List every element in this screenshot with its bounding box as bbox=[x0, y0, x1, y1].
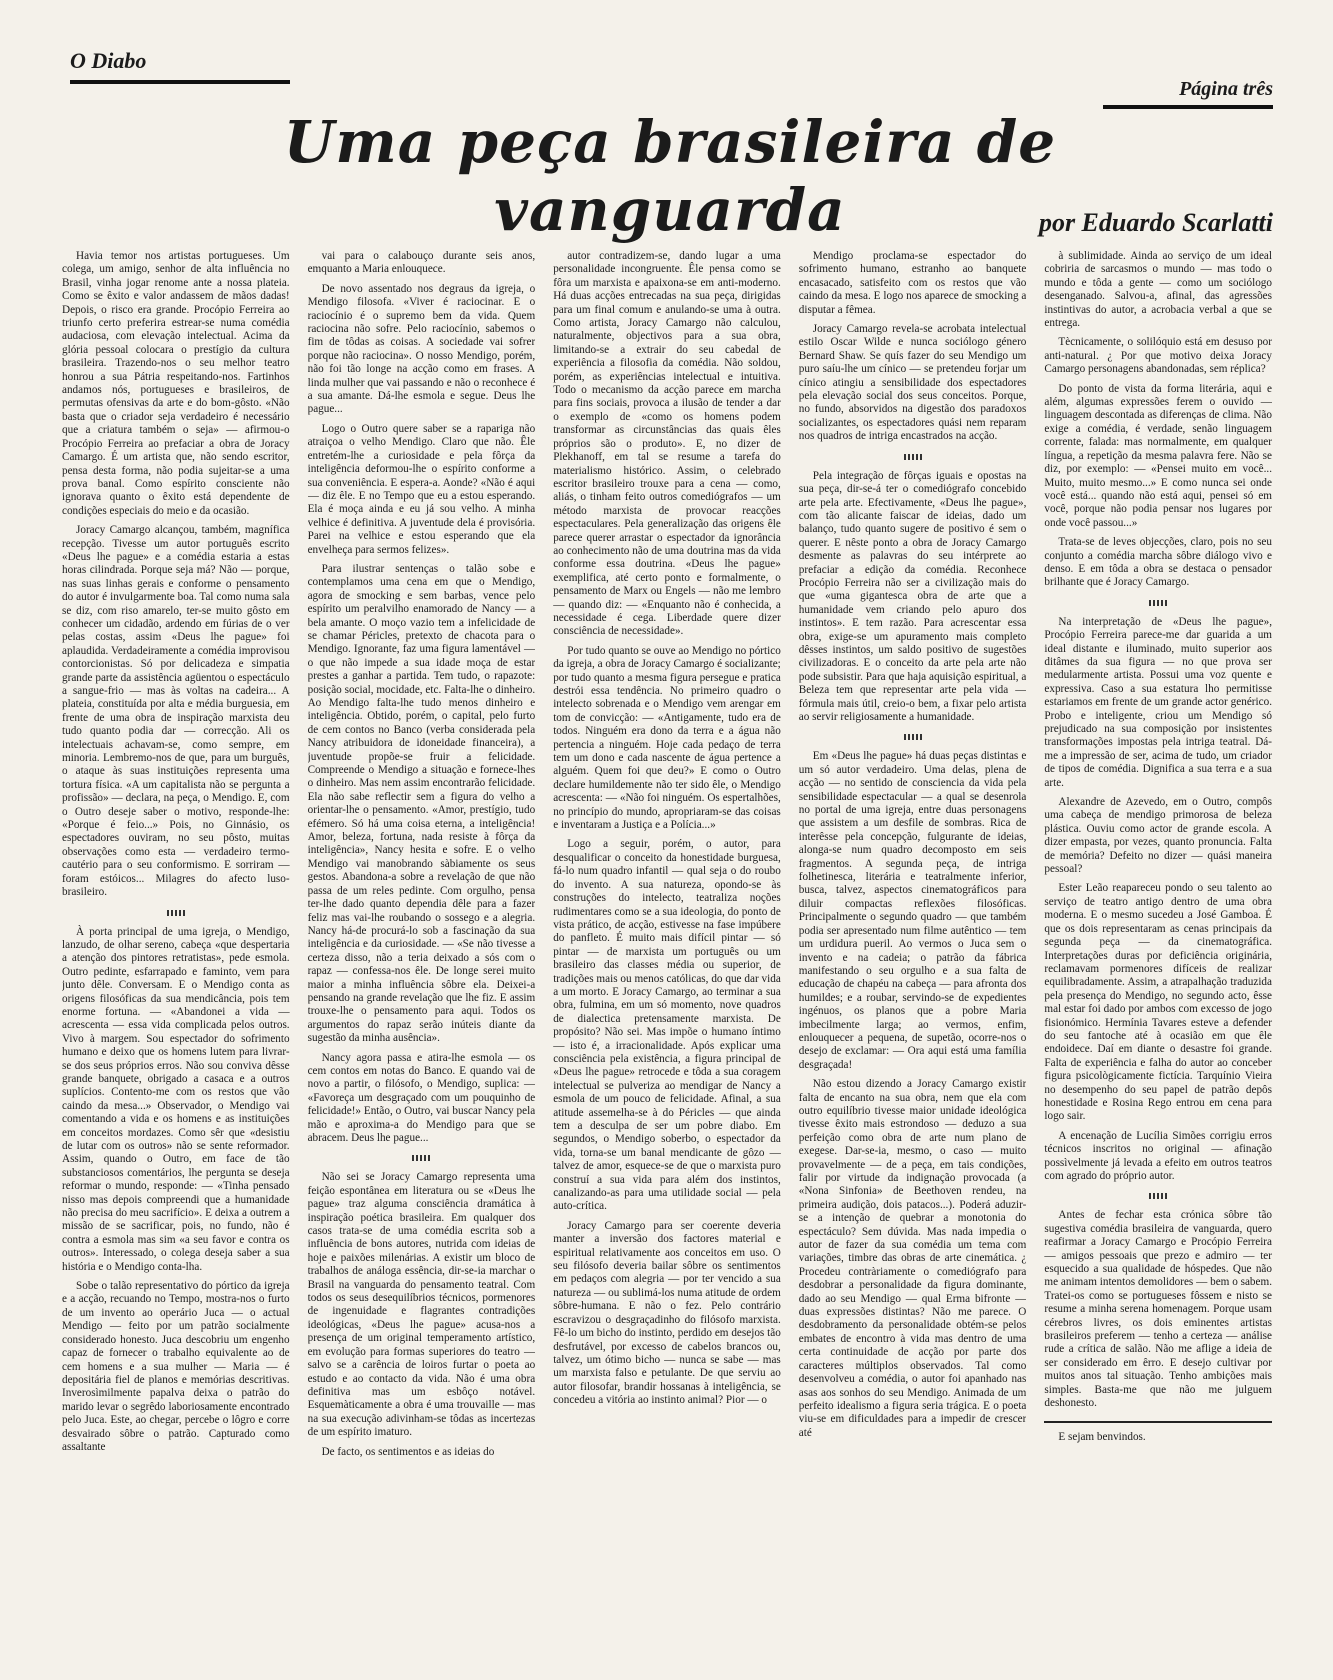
section-separator bbox=[1149, 1193, 1167, 1199]
article-column-2 bbox=[308, 250, 536, 1650]
article-paragraph: Alexandre de Azevedo, em o Outro, compôs uma cabeça de mendigo primorosa de beleza plástica. Ouviu como actor de grande escola. A dizer empasta, por vezes, quanto pronuncia. Falta de memória? Defeito no dizer — quási maneira pessoal? bbox=[1044, 796, 1272, 876]
article-paragraph: Joracy Camargo revela-se acrobata intelectual estilo Oscar Wilde e nunca sociólogo género Bernard Shaw. Se quís fazer do seu Mendigo um puro saíu-lhe um cínico — se pretendeu forjar um cínico atingiu a sensibilidade dos espectadores pela elevação social dos seus conceitos. Porque, no fundo, absorvidos na digestão dos paradoxos socializantes, os espectadores quási nem reparam nos quadros de intriga encastrados na acção. bbox=[798, 323, 1027, 443]
article-paragraph: Trata-se de leves objecções, claro, pois no seu conjunto a comédia marcha sôbre diálogo vivo e denso. E em tôda a obra se destaca o pensador brilhante que é Joracy Camargo. bbox=[1044, 536, 1272, 589]
masthead-newspaper-name bbox=[70, 48, 290, 84]
section-separator bbox=[412, 1155, 430, 1161]
article-paragraph: autor contradizem-se, dando lugar a uma personalidade incongruente. Êle pensa como se fôra um marxista e apaixona-se em anti-moderno. Há duas acções entrecadas na sua peça, dirigidas para um final comum e anulando-se uma à outra. Como artista, Joracy Camargo não calculou, naturalmente, objectivos para a sua obra, limitando-se a extrair do seu cabedal de experiência a filosofia da comédia. Não soldou, porém, as experiências intelectual e intuitiva. Todo o mecanismo da acção parece em marcha para fins sociais, provoca a ilusão de tender a dar o exemplo de «como os homens podem transformar as circunstâncias das quais êles próprios são o produto». E, no dizer de Plekhanoff, em tal se resume a tarefa do materialismo histórico. Assim, o celebrado escritor brasileiro trouxe para a cena — como, aliás, o tinham feito outros comediógrafos — um método marxista de provocar reacções espectaculares. Pela generalização das origens êle parece querer arrastar o espectador da ignorância ao conhecimento não de uma doutrina mas da vida conforme essa doutrina. «Deus lhe pague» exemplifica, até certo ponto e formalmente, o pensamento de Marx ou Engels — não me lembro — quando diz: — «Enquanto não é conhecida, a necessidade é cega. Liberdade quere dizer consciência de necessidade». bbox=[553, 250, 781, 638]
page-number-label: Página três bbox=[1179, 78, 1273, 100]
article-byline: por Eduardo Scarlatti bbox=[1038, 208, 1273, 237]
section-separator bbox=[904, 734, 922, 740]
section-separator bbox=[1149, 600, 1167, 606]
article-paragraph: Não estou dizendo a Joracy Camargo existir falta de encanto na sua obra, nem que ela com outro equilíbrio tivesse maior unidade ideológica tivesse êxito mais estrondoso — deduzo a sua perfeição como obra de arte num plano de exegese. Dar-se-ia, mesmo, o caso — muito provavelmente — de a peça, em tais condições, falir por virtude da indignação provocada (a «Nona Sinfonia» de Beethoven rendeu, na primeira audição, dois patacos...). Poderá aduzir-se a intenção de quebrar a monotonia do espectáculo? Sem dúvida. Mas nada impedia o autor de fazer da sua comédia um tema com variações, timbre das obras de arte cinemática. ¿ Procedeu contràriamente o comediógrafo para desdobrar a personalidade da figura dominante, dado ao seu Mendigo — qual Erma bifronte — duas expressões distintas? Não me parece. O desdobramento da personalidade obtém-se pelos embates de encontro à vida mas dentro de uma certa continuidade de acção por parte dos caracteres múltiplos observados. Tal como desenvolveu a comédia, o autor foi apanhado nas asas aos sonhos do seu Mendigo. Animada de um perfeito idealismo a figura seria trágica. E o poeta viu-se em dificuldades para a impedir de crescer até bbox=[798, 1078, 1027, 1439]
article-paragraph: vai para o calabouço durante seis anos, emquanto a Maria enlouquece. bbox=[307, 250, 536, 276]
article-column-5 bbox=[1044, 250, 1272, 1650]
article-paragraph: Para ilustrar sentenças o talão sobe e contemplamos uma cena em que o Mendigo, agora de smocking e sem barbas, vence pelo espírito um peralvilho enamorado de Nancy — a bela amante. O moço vazio tem a infelicidade de se chamar Péricles, pretexto de chacota para o Mendigo. Ignorante, faz uma figura lamentável — o que não impede a sua idade moça de estar prestes a ganhar a partida. Tem tudo, o rapazote: posição social, mocidade, etc. Falta-lhe o dinheiro. Ao Mendigo falta-lhe tudo menos dinheiro e inteligência. Obtido, porém, o capital, pelo furto de cem contos no Banco (verba considerada pela Nancy atribuidora de idoneidade financeira), a juventude propõe-se fruir a felicidade. Compreende o Mendigo a situação e fornece-lhes o dinheiro. Mas nem assim encontrarão felicidade. Ela não sabe reflectir sem a figura do velho a orientar-lhe o pensamento. «Amor, prestígio, tudo efémero. Só há uma coisa eterna, a inteligência! Amor, beleza, fortuna, nada resiste à fôrça da inteligência», Nancy hesita e sofre. E o velho Mendigo vai manobrando sàbiamente os seus gestos. Abandona-a sobre a revelação de que não passa de um reles pedinte. Com orgulho, pensa ter-lhe dado quanto dependia dêle para a fazer feliz mas vai-lhe roubando o sossego e a alegria. Nancy há-de procurá-lo sob a fascinação da sua inteligência e da curiosidade. — «Se não tivesse a certeza disso, não a teria deixado a sós com o rapaz — confessa-nos êle. De longe serei muito maior a minha influência sôbre ela. Deixei-a pensando na grande revelação que lhe fiz. E assim trouxe-lhe o pensamento para aqui. Todos os argumentos do rapaz serão inúteis diante da sugestão da minha ausência». bbox=[307, 562, 536, 1045]
article-paragraph: Tècnicamente, o solilóquio está em desuso por anti-natural. ¿ Por que motivo deixa Joracy Camargo personagens abandonadas, sem réplica? bbox=[1044, 336, 1272, 376]
article-column-3 bbox=[553, 250, 781, 1650]
article-paragraph: Por tudo quanto se ouve ao Mendigo no pórtico da igreja, a obra de Joracy Camargo é socializante; por tudo quanto a mesma figura persegue e pratica destrói essa tendência. No primeiro quadro o intelecto sobrenada e o Mendigo vem arengar em tom de convicção: — «Antigamente, tudo era de todos. Ninguém era dono da terra e a água não pertencia a ninguém. Hoje cada pedaço de terra tem um dono e cada nascente de água pertence a alguém. Quem foi que deu?» E como o Outro declare humildemente não ter sido êle, o Mendigo acrescenta: — «Não foi ninguém. Os espertalhões, no princípio do mundo, apropriaram-se das coisas e inventaram a Justiça e a Polícia...» bbox=[553, 644, 781, 832]
masthead-page-label bbox=[1103, 78, 1273, 109]
article-paragraph: E sejam benvindos. bbox=[1058, 1430, 1146, 1443]
article-paragraph: Na interpretação de «Deus lhe pague», Procópio Ferreira parece-me dar guarida a um ideal distante e iluminado, muito superior aos ditâmes da sua figura — no que prova ser medularmente artista. Possui uma voz quente e expressiva. Caso a sua estatura lho permitisse estariamos em frente de um grande actor genérico. Probo e inteligente, criou um Mendigo só prejudicado na sua composição por insistentes transformações impostas pela intriga teatral. Dá-me a impressão de ser, acima de tudo, um criador de tipos de comédia. Dignifica a sua terra e a sua arte. bbox=[1044, 615, 1272, 789]
article-paragraph: Sobe o talão representativo do pórtico da igreja e a acção, recuando no Tempo, mostra-nos o furto de um invento ao operário Juca — o actual Mendigo — feito por um patrão socialmente considerado honesto. Juca descobriu um engenho capaz de fornecer o trabalho equivalente ao de cem homens e a sua mulher — Maria — é depositária fiel de planos e memórias descritivas. Inverosìmilmente papalva deixa o patrão do marido levar o segrêdo laboriosamente encontrado pelo Juca. Este, ao chegar, percebe o lôgro e corre desvairado sôbre o patrão. Capturado como assaltante bbox=[62, 1280, 290, 1453]
article-paragraph: Pela integração de fôrças iguais e opostas na sua peça, dir-se-á ter o comediógrafo concebido arte pela arte. Efectivamente, «Deus lhe pague», com tão alicante faiscar de ideias, dado um balanço, tudo quanto sugere de positivo é sem o querer. E nêste ponto a obra de Joracy Camargo desmente as palavras do seu intérprete ao prefaciar a edição da comédia. Reconhece Procópio Ferreira não ser a civilização mais do que «uma gigantesca obra de arte que a humanidade vem criando pelo apuro dos instintos». E tem razão. Para acrescentar essa obra, exige-se um apuramento mais completo dêsses instintos, um saldo positivo de sugestões civilizadoras. E o conceito da arte pela arte não pode subsistir. Para que haja aquisição espiritual, a Beleza tem que representar arte pela vida — fórmula mais útil, creio-o bem, a fixar pelo artista ao servir religiosamente a humanidade. bbox=[798, 469, 1027, 723]
article-paragraph: Ester Leão reapareceu pondo o seu talento ao serviço de teatro antigo dentro de uma obra moderna. E o mesmo sucedeu a José Gamboa. É que os dois representaram as cenas principais da segunda peça — da cinematográfica. Interpretações duras por deficiência originária, reclamavam pormenores difíceis de realizar equilibradamente. Assim, a atrapalhação traduzida pela presença do Mendigo, no segundo acto, êsse mal estar foi dado por ambos com excesso de jogo fisionómico. Hermínia Tavares esteve a defender do seu fantoche até à ocasião em que êle endoidece. Daí em diante o desastre foi grande. Falta de experiência e falha do autor ao conceber figura psicològicamente fictícia. Tarquínio Vieira no desempenho do seu papel de patrão depôs honestidade e Rosina Rego entrou em cena para logo sair. bbox=[1044, 882, 1272, 1123]
article-paragraph: Nancy agora passa e atira-lhe esmola — os cem contos em notas do Banco. E quando vai de novo a partir, o filósofo, o Mendigo, suplica: — «Favoreça um desgraçado com um pouquinho de felicidade!» Então, o Outro, vai buscar Nancy pela mão e aproxima-a do Mendigo para que se abracem. Deus lhe pague... bbox=[307, 1051, 536, 1144]
article-paragraph: Do ponto de vista da forma literária, aqui e além, algumas expressões ferem o ouvido — linguagem descontada as diferenças de clima. Não exige a comédia, é verdade, senão linguagem corrente, falada: mas normalmente, em qualquer língua, a repetição da mesma palavra fere. Não se diz, por exemplo: — «Pensei muito em você... Muito, muito mesmo...» E como nunca sei onde você está... quando não está aqui, pensei só em você, porque não podia pensar nos lugares por onde você passou...» bbox=[1044, 382, 1272, 529]
section-separator bbox=[904, 454, 922, 460]
masthead-rule bbox=[70, 80, 290, 84]
closing-rule bbox=[1044, 1421, 1272, 1423]
article-column-1 bbox=[62, 250, 290, 1650]
newspaper-name: O Diabo bbox=[70, 48, 147, 73]
article-columns bbox=[62, 250, 1272, 1650]
article-paragraph: À porta principal de uma igreja, o Mendigo, lanzudo, de olhar sereno, cabeça «que despertaria a atenção dos pintores retratistas», pede esmola. Outro pedinte, esfarrapado e faminto, vem para junto dêle. Conversam. E o Mendigo conta as origens filosóficas da sua mendicância, pois tem enorme fortuna. — «Abandonei a vida — acrescenta — essa vida complicada pelos outros. Vivo à margem. Sou espectador do sofrimento humano e deixo que os homens lutem para livrar-se dos seus próprios erros. Não sou conviva dêsse grande banquete, obrigado a casaca e a outros suplícios. Contento-me com os restos que vão caindo da mesa...» Observador, o Mendigo vai comentando a vida e os homens e as instituições em conceitos mordazes. Como sêr que «desistiu de lutar com os outros» não se sente reformador. Assim, quando o Outro, em face de tão substanciosos comentários, lhe pergunta se deseja reformar o mundo, responde: — «Tinha pensado nisso mas depois compreendi que a humanidade não precisa do meu sacrifício». E deixa a outrem a missão de se sacrificar, pois, no fundo, não é contra a esmola mas sim «a seu favor e contra os outros». Interessado, o colega deseja saber a sua história e o Mendigo conta-lha. bbox=[62, 925, 290, 1273]
article-paragraph: à sublimidade. Ainda ao serviço de um ideal cobriria de sarcasmos o mundo — mas todo o mundo e tôda a gente — como um sociólogo desenganado. Salvou-a, afinal, das agressões instintivas do autor, a acrobacia verbal a que se entrega. bbox=[1044, 250, 1272, 330]
article-paragraph: Logo o Outro quere saber se a rapariga não atraiçoa o velho Mendigo. Claro que não. Êle entretém-lhe a curiosidade e pela fôrça da inteligência deformou-lhe o espírito conforme a sua conveniência. E espera-a. Aonde? «Não é aqui — diz êle. E no Tempo que eu a estou esperando. Ela é moça ainda e eu já sou velho. A minha velhice é definitiva. A juventude dela é provisória. Parei na velhice e estou esperando que ela envelheça para sermos felizes». bbox=[307, 422, 536, 556]
article-paragraph: Joracy Camargo alcançou, também, magnífica recepção. Tivesse um autor português escrito «Deus lhe pague» e a comédia estaria a estas horas cilindrada. Porque seja má? Não — porque, nas suas linhas gerais e conforme o pensamento do autor é invulgarmente boa. Tal como numa sala se diz, com riso amarelo, ter-se muito gôsto em conhecer um cidadão, ardendo em fúrias de o ver pelas costas, assim «Deus lhe pague» foi aplaudida. Verdadeiramente a comédia improvisou contorcionistas. Só por delicadeza e simpatia grande parte da assistência agüentou o espectáculo a sangue-frio — mas às voltas na cadeira... A plateia, constituída por alta e média burguesia, em frente de uma obra de inspiração marxista deu tudo quanto podia dar — correcção. Ali os intelectuais achavam-se, como sempre, em minoria. Lembremo-nos de que, para um burguês, o ataque às suas instituições representa uma tortura física. «A um capitalista não se pergunta a profissão» — declara, na peça, o Mendigo. E, com o Outro deseje saber o motivo, responde-lhe: «Porque é feio...» Pois, no Ginnásio, os espectadores ouviram, no seu pôsto, muitas observações como esta — verdadeiro termo-cautério para o seu conformismo. E sorriram — foram estóicos... Milagres do afecto luso-brasileiro. bbox=[62, 524, 290, 899]
article-paragraph: A encenação de Lucília Simões corrigiu erros técnicos inscritos no original — afinação possìvelmente já levada a efeito em outros teatros com agrado do próprio autor. bbox=[1044, 1129, 1272, 1182]
article-paragraph: Em «Deus lhe pague» há duas peças distintas e um só autor verdadeiro. Uma delas, plena de acção — no sentido de consciencia da vida pela sensibilidade espectacular — a qual se desenrola no portal de uma igreja, entre duas personagens que assistem a um desfile de sombras. Rica de interêsse pela concepção, fulgurante de ideias, alonga-se num quadro decomposto em seis fragmentos. A segunda peça, de intriga folhetinesca, literária e teatralmente inferior, busca, talvez, aspectos cinematográficos para diluir compactas reflexões filosóficas. Principalmente o segundo quadro — que também podia ser apresentado num filme autêntico — tem um urdidura pueril. Ao vermos o Juca sem o invento e na cadeia; o patrão da fábrica manifestando o seu orgulho e a sua falta de educação de chapéu na cabeça — para afronta dos humildes; e a roubar, servindo-se de expedientes ingénuos, os planos que a pobre Maria imbecilmente larga; ao vermos, enfim, enlouquecer a pequena, de supetão, ocorre-nos o desejo de exclamar: — Ora aqui está uma família desgraçada! bbox=[798, 750, 1027, 1071]
article-paragraph: Logo a seguir, porém, o autor, para desqualificar o conceito da honestidade burguesa, fá-lo num quadro infantil — qual seja o do roubo do invento. A sua natureza, opondo-se às construções do intelecto, teatraliza noções rudimentares como se a sua ideologia, do ponto de vista prático, de acção, estivesse na fase impúbere do panfleto. É muito mais difícil pintar — só pintar — de marxista um português ou um brasileiro das classes média ou superior, de tradições mais ou menos católicas, do que dar vida a um morto. E Joracy Camargo, ao terminar a sua obra, fulmina, em um só momento, nove quadros de dialectica pretensamente marxista. De propósito? Não sei. Mas impõe o humano íntimo — isto é, a irracionalidade. Após explicar uma consciência pela existência, a figura principal de «Deus lhe pague» retrocede e tôda a sua coragem intelectual se pulveriza ao mendigar de Nancy a esmola de um pouco de felicidade. Afinal, a sua atitude assemelha-se à do Péricles — que ainda tem a desculpa de ser um pobre diabo. Em segundos, o Mendigo soberbo, o espectador da vida, torna-se um banal mendicante de gôzo — talvez de amor, esquece-se de que o marxista puro construí a sua vida para além dos instintos, canalizando-as para uma utilidade social — pela auto-crítica. bbox=[553, 838, 781, 1213]
article-paragraph: Havia temor nos artistas portugueses. Um colega, um amigo, senhor de alta influência no Brasil, vinha jogar renome ante a nossa plateia. Como se êxito e valor andassem de mãos dadas! Depois, o risco era grande. Procópio Ferreira ao triunfo certo preferira estrear-se numa comédia audaciosa, com elevação intelectual. Acima da glória pessoal colocara o prestígio da cultura brasileira. Trazendo-nos o seu melhor teatro honrou a sua Pátria respeitando-nos. Fartinhos andamos nós, portugueses e brasileiros, de permutas ofensivas da arte e do bom-gôsto. «Não basta que o criador seja verdadeiro é necessário que a criatura também o seja» — afirmou-o Procópio Ferreira ao prefaciar a obra de Joracy Camargo. É um artista que, não sendo escritor, pensa desta forma, não podia sujeitar-se a uma prova banal. Como espírito consciente não ignorava quanto o êxito está dependente de condições especiais do meio e da ocasião. bbox=[62, 250, 290, 517]
article-headline: Uma peça brasileira de vanguarda bbox=[283, 108, 1057, 244]
article-paragraph: De novo assentado nos degraus da igreja, o Mendigo filosofa. «Viver é raciocinar. E o raciocínio é o supremo bem da vida. Quem raciocina não sofre. Pelo raciocínio, sabemos o fim de tôdas as coisas. A sociedade vai sofrer porque não raciocina». O nosso Mendigo, porém, não foi tão longe na acção como em frases. A linda mulher que vai passando e não o reconhece é a sua amante. Dá-lhe esmola e segue. Deus lhe pague... bbox=[307, 282, 536, 416]
article-paragraph: Joracy Camargo para ser coerente deveria manter a inversão dos factores material e espiritual relativamente aos conceitos em uso. O seu filósofo deveria bailar sôbre os sentimentos em pedaços com alegria — por ter vencido a sua natureza — ou sublimá-los numa atitude de ordem sôbre-humana. E não o fez. Pelo contrário escravizou o desgraçadinho do filósofo marxista. Fê-lo um bicho do instinto, perdido em desejos tão desfrutável, por excesso de cabelos brancos ou, talvez, um ótimo bicho — nunca se sabe — mas um marxista falso e petulante. De que serviu ao autor filosofar, brandir hossanas à inteligência, se concedeu a vitória ao instinto animal? Pior — o bbox=[553, 1219, 781, 1407]
article-paragraph: Antes de fechar esta crónica sôbre tão sugestiva comédia brasileira de vanguarda, quero reafirmar a Joracy Camargo e Procópio Ferreira — amigos pessoais que prezo e admiro — ter esquecido a sua qualidade de hóspedes. Que não me animam intentos demolidores — bem o sabem. Tratei-os como se portugueses fôssem e nisto se resume a minha serena homenagem. Porque usam cérebros livres, os dois eminentes artistas brasileiros preferem — tenho a certeza — análise rude a crítica de salão. Não me aflige a ideia de ser considerado em êrro. E desejo cultivar por muitos anos tal situação. Tenho ambições mais simples. Basta-me que não me julguem deshonesto. bbox=[1044, 1209, 1272, 1410]
article-paragraph: Mendigo proclama-se espectador do sofrimento humano, estranho ao banquete encasacado, satisfeito com os restos que vão caindo da mesa. E logo nos aparece de smocking a disputar a fêmea. bbox=[798, 250, 1027, 316]
article-paragraph: Não sei se Joracy Camargo representa uma feição espontânea em literatura ou se «Deus lhe pague» traz alguma consciência dramática à inspiração poética brasileira. Em qualquer dos casos trata-se de uma comédia escrita sob a influência de bons autores, nutrida com ideias de hoje e paixões milenárias. A existir um bloco de trabalhos de análoga essência, dir-se-ia marchar o Brasil na vanguarda do pensamento teatral. Com todos os seus desequilíbrios técnicos, pormenores de ingenuidade e flagrantes contradições ideológicas, «Deus lhe pague» acusa-nos a presença de um original temperamento artístico, em evolução para formas superiores do teatro — salvo se a carência de loiros furtar o poeta ao estudo e ao contacto da vida. Não é uma obra definitiva mas um esbôço notável. Esquemàticamente a obra é uma trouvaille — mas na sua execução adivinham-se tôdas as incertezas de um espírito imaturo. bbox=[307, 1171, 536, 1439]
article-column-4 bbox=[799, 250, 1027, 1650]
section-separator bbox=[167, 910, 185, 916]
article-paragraph: De facto, os sentimentos e as ideias do bbox=[321, 1445, 495, 1458]
